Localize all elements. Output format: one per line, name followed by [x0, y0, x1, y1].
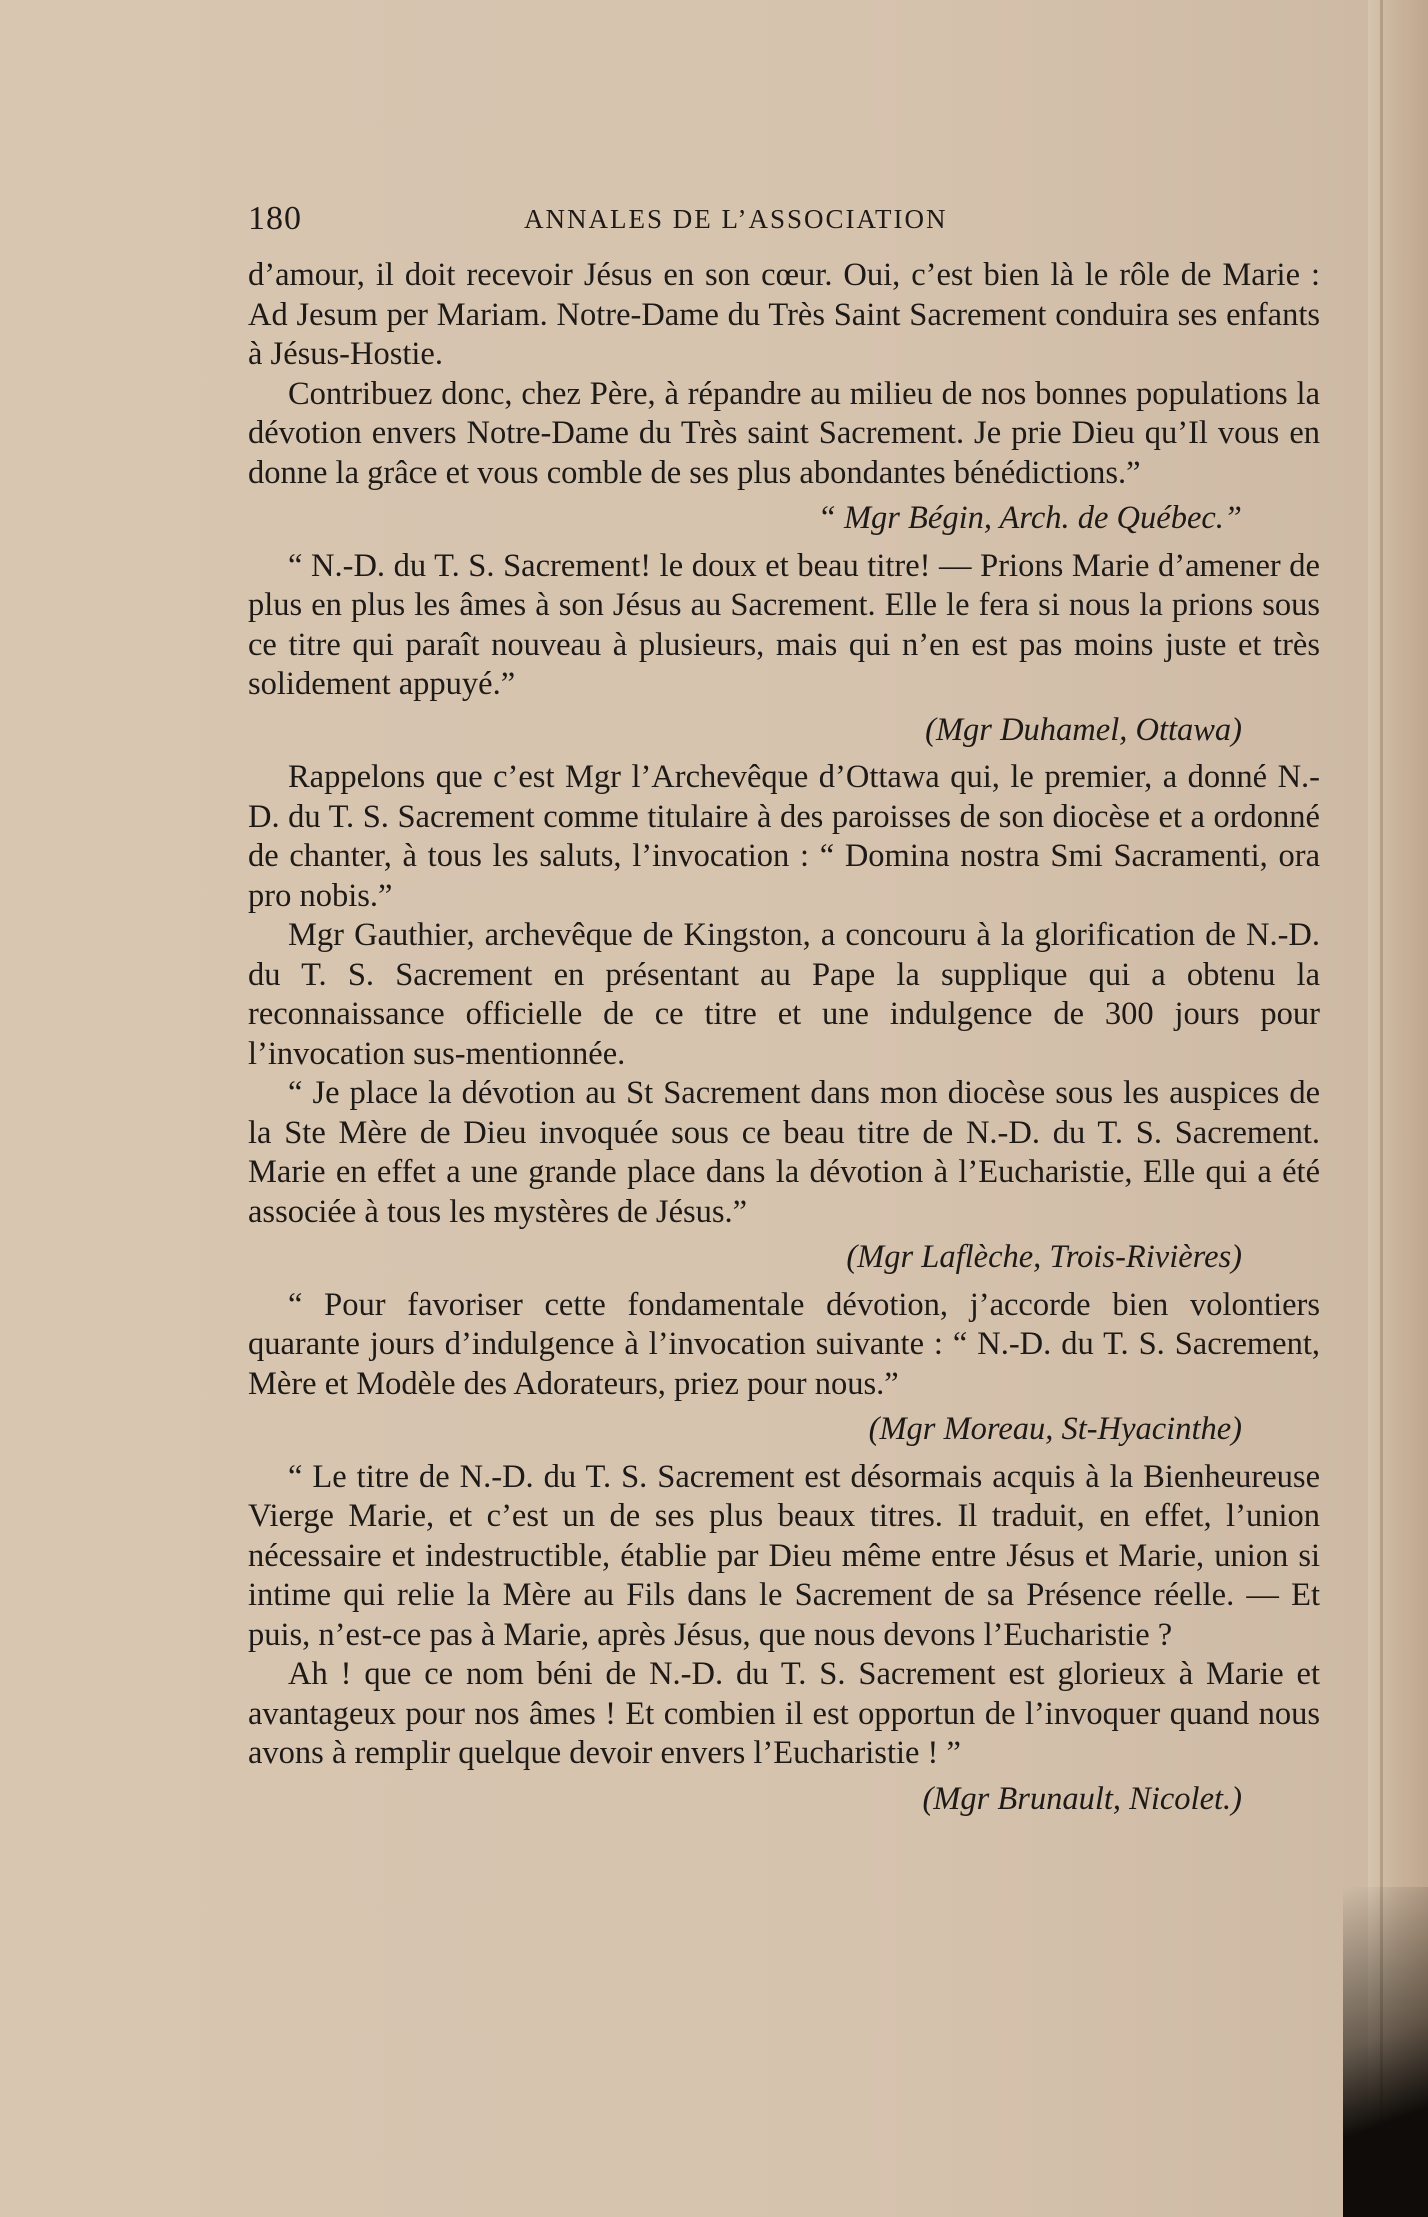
page-number: 180 — [248, 200, 302, 237]
page-header — [248, 200, 1288, 240]
paragraph: Contribuez donc, chez Père, à répandre au milieu de nos bonnes populations la dévotion envers Notre-Dame du Très saint Sacrement. Je prie Dieu qu’Il vous en donne la grâce et vous comble de ses plus abondantes bénédictions.” — [248, 375, 1320, 491]
signature: (Mgr Moreau, St-Hyacinthe) — [868, 1411, 1242, 1447]
paragraph: d’amour, il doit recevoir Jésus en son cœur. Oui, c’est bien là le rôle de Marie : Ad Jesum per Mariam. Notre-Dame du Très Saint Sacrement conduira ses enfants à Jésus-Hostie. — [248, 257, 1320, 372]
paragraph: “ Pour favoriser cette fondamentale dévotion, j’accorde bien volontiers quarante jours d’indulgence à l’invocation suivante : “ N.-D. du T. S. Sacrement, Mère et Modèle des Adorateurs, priez pour nous.” — [248, 1286, 1320, 1402]
signature: (Mgr Laflèche, Trois-Rivières) — [846, 1239, 1242, 1275]
paragraph: “ Je place la dévotion au St Sacrement dans mon diocèse sous les auspices de la Ste Mère de Dieu invoquée sous ce beau titre de N.-D. du T. S. Sacrement. Marie en effet a une grande place dans la dévotion à l’Eucharistie, Elle qui a été associée à tous les mystères de Jésus.” — [248, 1075, 1320, 1230]
signature: (Mgr Duhamel, Ottawa) — [925, 711, 1242, 748]
page-edge — [1368, 0, 1428, 2217]
paragraph: Ah ! que ce nom béni de N.-D. du T. S. Sacrement est glorieux à Marie et avantageux pour nos âmes ! Et combien il est opportun de l’invoquer quand nous avons à remplir quelque devoir envers l’Eucharistie ! ” — [248, 1656, 1320, 1771]
paragraph: “ Le titre de N.-D. du T. S. Sacrement est désormais acquis à la Bienheureuse Vierge Marie, et c’est un de ses plus beaux titres. Il traduit, en effet, l’union nécessaire et indestructible, établie par Dieu même entre Jésus et Marie, union si intime qui relie la Mère au Fils dans le Sacrement de sa Présence réelle. — Et puis, n’est-ce pas à Marie, après Jésus, que nous devons l’Eucharistie ? — [248, 1458, 1320, 1653]
signature: (Mgr Brunault, Nicolet.) — [922, 1780, 1242, 1817]
signature: “ Mgr Bégin, Arch. de Québec.” — [817, 500, 1242, 536]
paragraph: “ N.-D. du T. S. Sacrement! le doux et beau titre! — Prions Marie d’amener de plus en plus les âmes à son Jésus au Sacrement. Elle le fera si nous la prions sous ce titre qui paraît nouveau à plusieurs, mais qui n’en est pas moins juste et très solidement appuyé.” — [248, 547, 1320, 702]
corner-shadow — [1343, 1887, 1428, 2217]
paragraph: Rappelons que c’est Mgr l’Archevêque d’Ottawa qui, le premier, a donné N.-D. du T. S. Sacrement comme titulaire à des paroisses de son diocèse et a ordonné de chanter, à tous les saluts, l’invocation : “ Domina nostra Smi Sacramenti, ora pro nobis.” — [248, 759, 1320, 914]
page-body — [248, 256, 1320, 1827]
paragraph: Mgr Gauthier, archevêque de Kingston, a concouru à la glorification de N.-D. du T. S. Sacrement en présentant au Pape la supplique qui a obtenu la reconnaissance officielle de ce titre et une indulgence de 300 jours pour l’invocation sus-mentionnée. — [248, 917, 1320, 1072]
running-title: ANNALES DE L’ASSOCIATION — [524, 204, 948, 234]
